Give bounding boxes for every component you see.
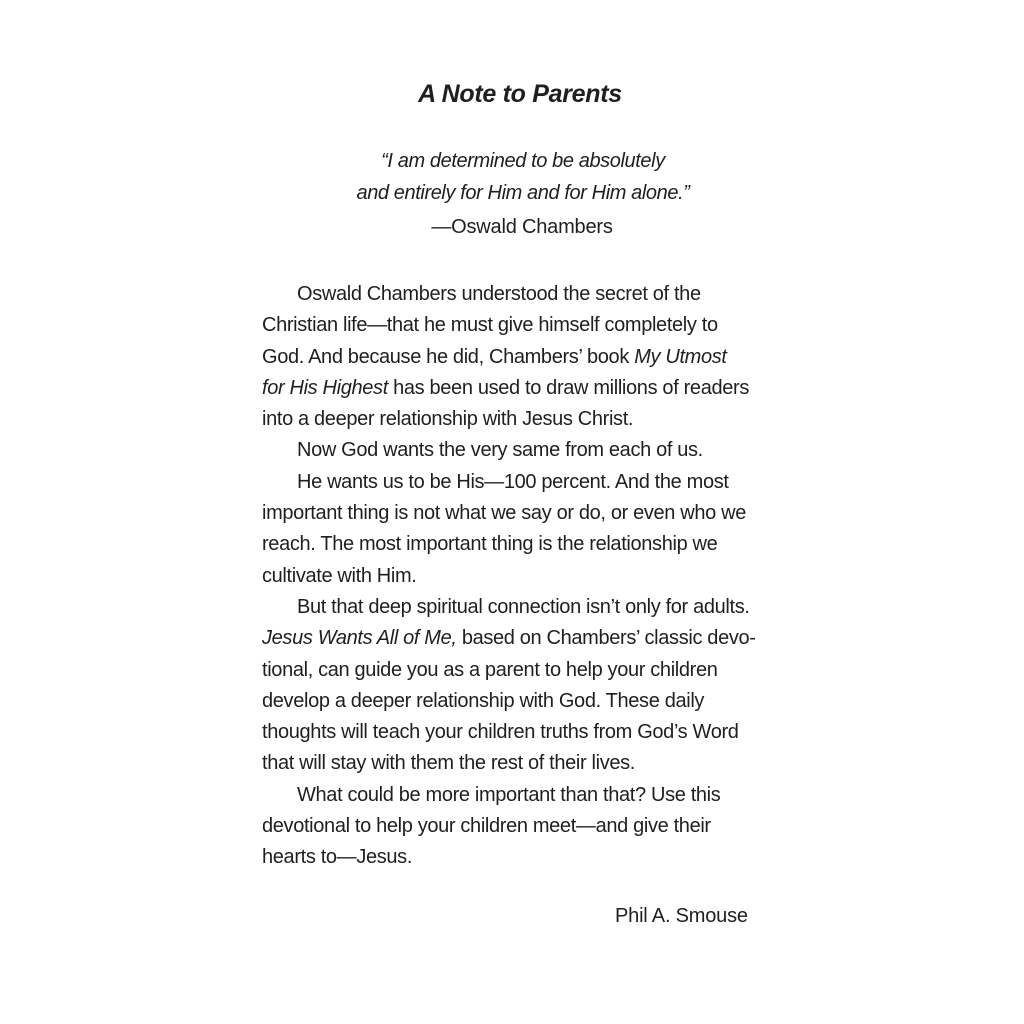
body-line: important thing is not what we say or do, or even who we [262,502,746,525]
body-line: cultivate with Him. [262,564,417,587]
epigraph-line: “I am determined to be absolutely [381,150,665,172]
body-line: devotional to help your children meet—and give their [262,815,711,838]
body-line: Christian life—that he must give himself completely to [262,314,718,337]
body-line [262,373,802,404]
body-line [262,342,802,373]
body-line: into a deeper relationship with Jesus Christ. [262,408,634,431]
body-line [262,623,802,654]
body-line: He wants us to be His—100 percent. And the most [297,470,729,493]
body-line: reach. The most important thing is the relationship we [262,533,718,556]
body-line: What could be more important than that? Use this [297,783,721,806]
body-line: thoughts will teach your children truths from God’s Word [262,721,739,744]
epigraph-quote [0,145,1024,209]
body-line: that will stay with them the rest of their lives. [262,752,635,775]
body-line: Oswald Chambers understood the secret of the [297,283,701,305]
book-title-italic: for His Highest [262,376,388,399]
body-line: tional, can guide you as a parent to help your children [262,658,718,681]
epigraph-attribution: —Oswald Chambers [431,216,613,238]
body-line: hearts to—Jesus. [262,846,413,869]
body-line: Now God wants the very same from each of us. [297,439,703,462]
body-line: But that deep spiritual connection isn’t only for adults. [297,595,750,618]
body-text-span: has been used to draw millions of readers [387,376,749,399]
page-title: A Note to Parents [418,80,622,108]
body-line: develop a deeper relationship with God. These daily [262,689,705,712]
body-text-span: based on Chambers’ classic devo- [456,627,756,650]
body-text-span: God. And because he did, Chambers’ book [262,345,635,368]
book-title-italic: Jesus Wants All of Me, [262,627,457,650]
author-signature: Phil A. Smouse [615,905,748,927]
body-text [262,279,802,874]
book-title-italic: My Utmost [634,345,727,368]
epigraph-line: and entirely for Him and for Him alone.” [356,182,690,204]
